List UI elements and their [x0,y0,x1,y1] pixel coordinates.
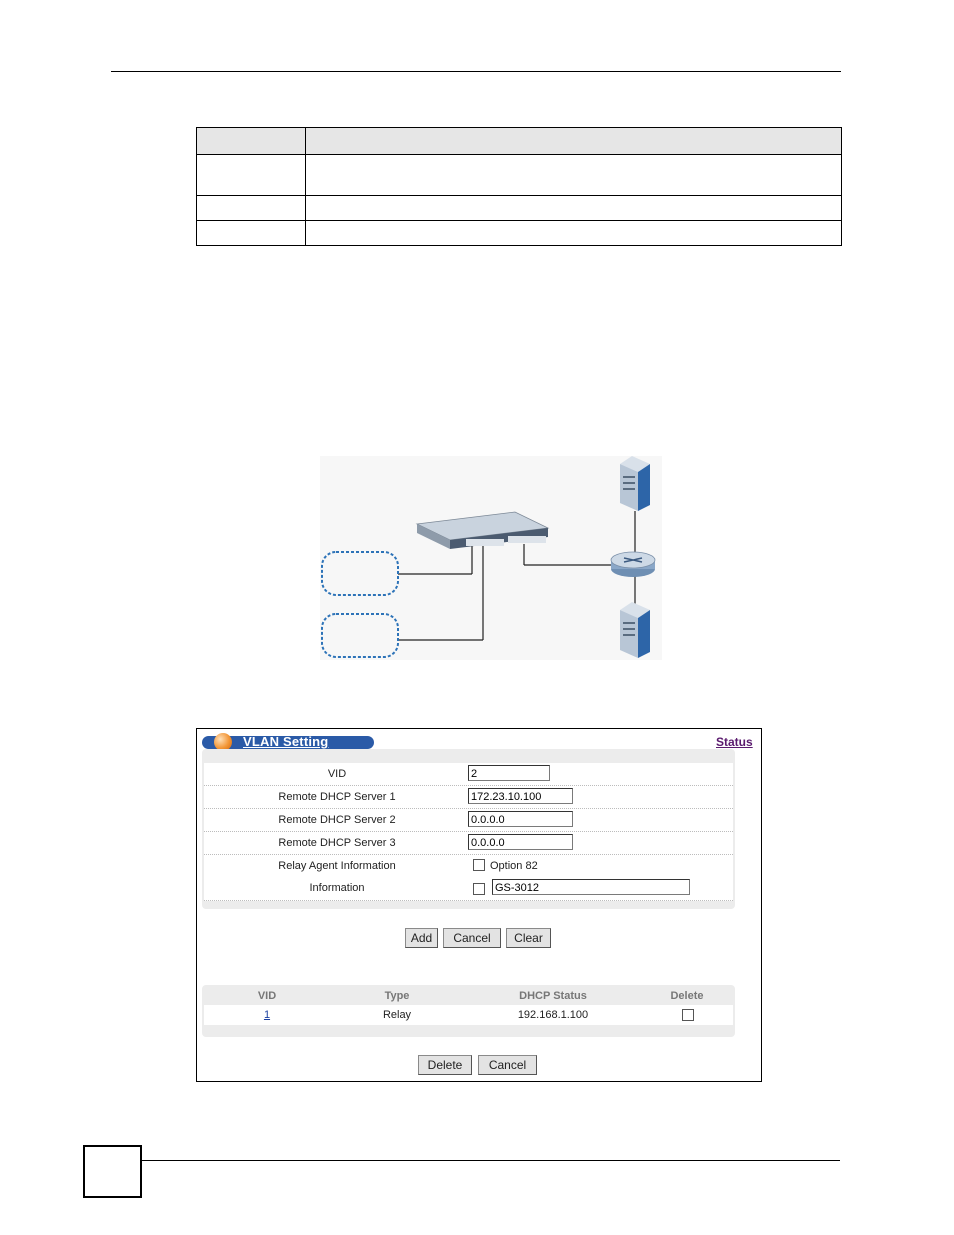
relay-agent-information-label: Relay Agent Information [278,860,396,872]
row-type-cell: Relay [382,1009,412,1021]
page-number-box [83,1145,142,1198]
cancel-button[interactable]: Cancel [443,928,501,948]
option-82-label: Option 82 [490,860,538,872]
header-rule [111,71,841,72]
form-row-vid [204,763,733,786]
clear-button[interactable]: Clear [506,928,551,948]
remote-dhcp-server-3-input[interactable]: 0.0.0.0 [468,834,573,850]
table-row [204,1005,733,1025]
table-header-row [197,128,842,155]
server-icon [620,456,650,511]
column-header-dhcp-status: DHCP Status [519,990,587,1002]
table-row [197,196,842,221]
network-cloud-icon [322,614,398,657]
row-dhcp-status-cell: 192.168.1.100 [517,1009,589,1021]
form-row-remote-dhcp-server-1 [204,786,733,809]
form-row-remote-dhcp-server-2 [204,809,733,832]
form-row-information [204,876,733,901]
remote-dhcp-server-2-label: Remote DHCP Server 2 [278,814,396,826]
row-vid-cell [242,1009,292,1021]
form-row-relay-agent-information [204,855,733,878]
column-header-delete: Delete [670,990,704,1002]
status-link[interactable]: Status [716,735,753,749]
add-button[interactable]: Add [405,928,438,948]
form-row-remote-dhcp-server-3 [204,832,733,855]
remote-dhcp-server-2-input[interactable]: 0.0.0.0 [468,811,573,827]
settings-form [202,749,735,909]
vid-input[interactable]: 2 [468,765,550,781]
column-header-type: Type [384,990,410,1002]
vid-label: VID [327,768,347,780]
table-row [197,155,842,196]
information-input[interactable]: GS-3012 [492,879,690,895]
network-cloud-icon [322,552,398,595]
remote-dhcp-server-1-input[interactable]: 172.23.10.100 [468,788,573,804]
column-header-vid: VID [257,990,277,1002]
panel-title: VLAN Setting [243,734,329,749]
footer-rule [140,1160,840,1161]
row-vid-link[interactable]: 1 [263,1009,271,1021]
switch-icon [417,512,548,549]
remote-dhcp-server-1-label: Remote DHCP Server 1 [278,791,396,803]
information-label: Information [309,882,365,894]
network-diagram-svg [320,456,662,660]
delete-button[interactable]: Delete [418,1055,472,1075]
network-diagram [320,456,662,660]
remote-dhcp-server-3-label: Remote DHCP Server 3 [278,837,396,849]
option-82-checkbox[interactable] [473,859,485,871]
row-delete-checkbox[interactable] [682,1009,694,1021]
table-row [197,221,842,246]
router-icon [611,552,655,577]
server-icon [620,602,650,658]
information-checkbox[interactable] [473,883,485,895]
description-table [196,127,842,246]
vlan-list-table [202,985,735,1037]
bottom-cancel-button[interactable]: Cancel [478,1055,537,1075]
vlan-setting-panel [196,728,762,1082]
